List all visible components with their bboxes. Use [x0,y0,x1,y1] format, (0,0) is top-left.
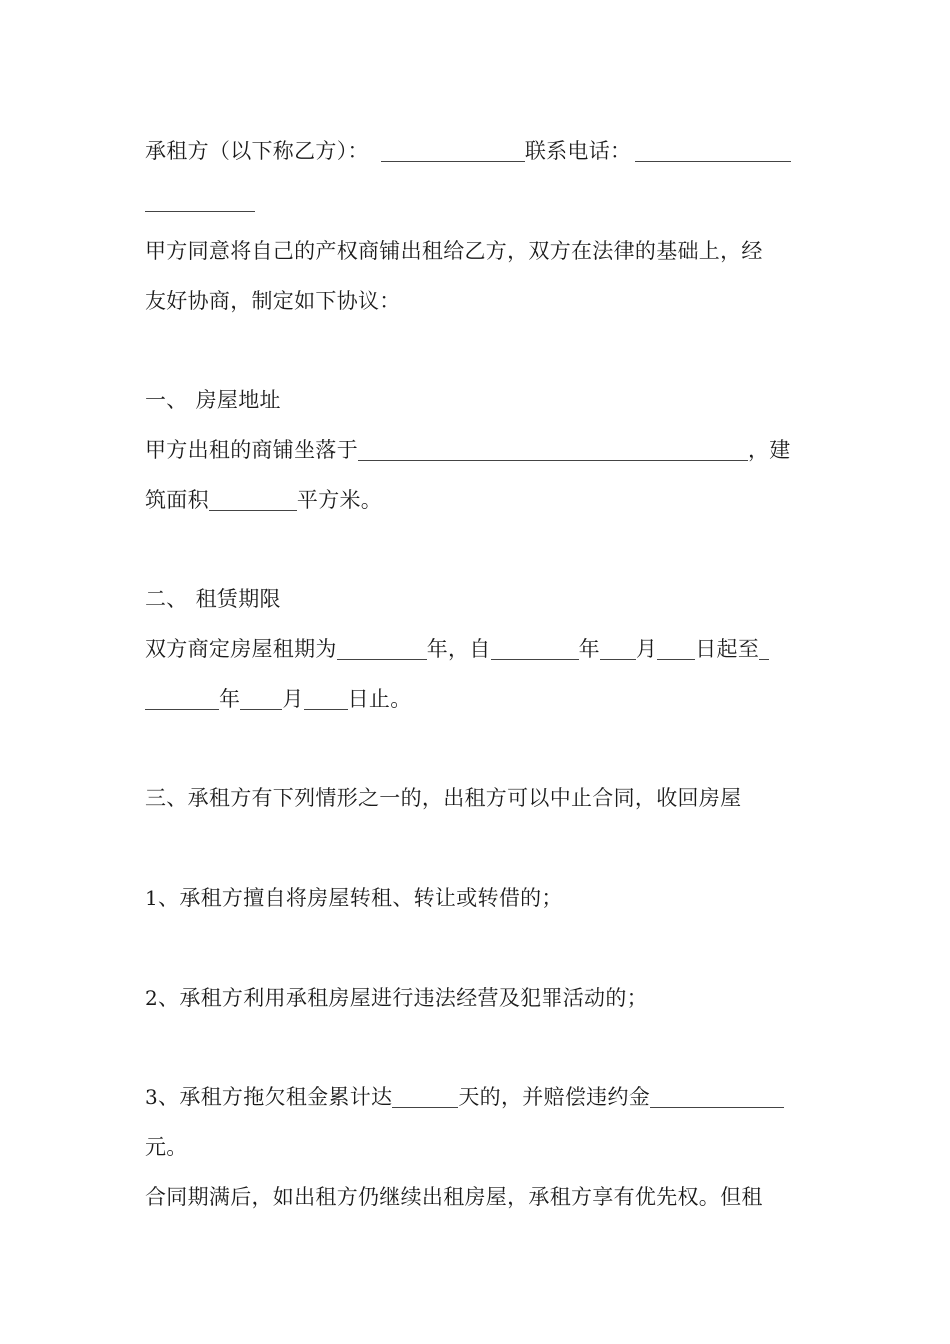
phone-continuation-line [145,186,810,216]
item-2-number: 2 [145,986,159,1010]
end-day-label: 日止。 [347,687,412,711]
term-years-blank[interactable] [337,639,427,660]
clause-item-2 [145,983,810,1013]
clause-item-3 [145,1082,810,1112]
penalty-amount-blank[interactable] [650,1087,784,1108]
section-1-line-2 [145,485,810,515]
section-2-heading [145,584,810,614]
item-3-text-b: 天的，并赔偿违约金 [458,1085,651,1109]
tenant-line [145,136,810,166]
end-month-blank[interactable] [240,689,282,710]
section-1-title: 房屋地址 [195,388,281,412]
item-3-number: 3 [145,1085,159,1109]
end-month-label: 月 [282,687,304,711]
section-1-number: 一、 [145,388,188,412]
area-label: 筑面积 [145,488,209,512]
section-2-title: 租赁期限 [195,587,281,611]
address-label: 甲方出租的商铺坐落于 [145,438,358,462]
address-blank[interactable] [358,440,748,461]
start-year-blank[interactable] [491,639,579,660]
clause-item-3-line-2: 元。 [145,1135,188,1159]
tenant-label: 承租方（以下称乙方）： [145,139,369,163]
start-day-blank[interactable] [657,639,695,660]
section-2-number: 二、 [145,587,188,611]
tenant-name-blank[interactable] [381,141,525,162]
item-2-text: 、承租方利用承租房屋进行违法经营及犯罪活动的； [158,986,648,1010]
clause-item-1 [145,883,810,913]
intro-line-1: 甲方同意将自己的产权商铺出租给乙方，双方在法律的基础上，经 [145,239,763,263]
section-1-line-1 [145,435,810,465]
intro-line-2: 友好协商，制定如下协议： [145,289,401,313]
end-year-blank-start[interactable] [759,639,769,660]
phone-label: 联系电话： [524,139,632,163]
end-year-label: 年 [219,687,241,711]
end-year-blank[interactable] [145,689,219,710]
section-1-heading [145,385,810,415]
area-unit: 平方米。 [296,488,383,512]
overdue-days-blank[interactable] [392,1087,458,1108]
term-from-label: 年，自 [426,637,491,661]
phone-blank[interactable] [635,141,791,162]
address-suffix: ，建 [748,438,791,462]
start-month-blank[interactable] [600,639,636,660]
renewal-clause: 合同期满后，如出租方仍继续出租房屋，承租方享有优先权。但租 [145,1185,763,1209]
section-3-heading: 三、承租方有下列情形之一的，出租方可以中止合同，收回房屋 [145,786,742,810]
item-1-number: 1 [145,886,159,910]
term-label: 双方商定房屋租期为 [145,637,337,661]
start-month-label: 月 [635,637,658,661]
end-day-blank[interactable] [304,689,348,710]
start-year-label: 年 [578,637,600,661]
section-2-line-1 [145,634,810,664]
item-1-text: 、承租方擅自将房屋转租、转让或转借的； [158,886,563,910]
section-2-line-2 [145,684,810,714]
phone-blank-continued[interactable] [145,191,255,212]
item-3-text-a: 、承租方拖欠租金累计达 [158,1085,393,1109]
area-blank[interactable] [209,490,297,511]
start-day-label: 日起至 [695,637,760,661]
